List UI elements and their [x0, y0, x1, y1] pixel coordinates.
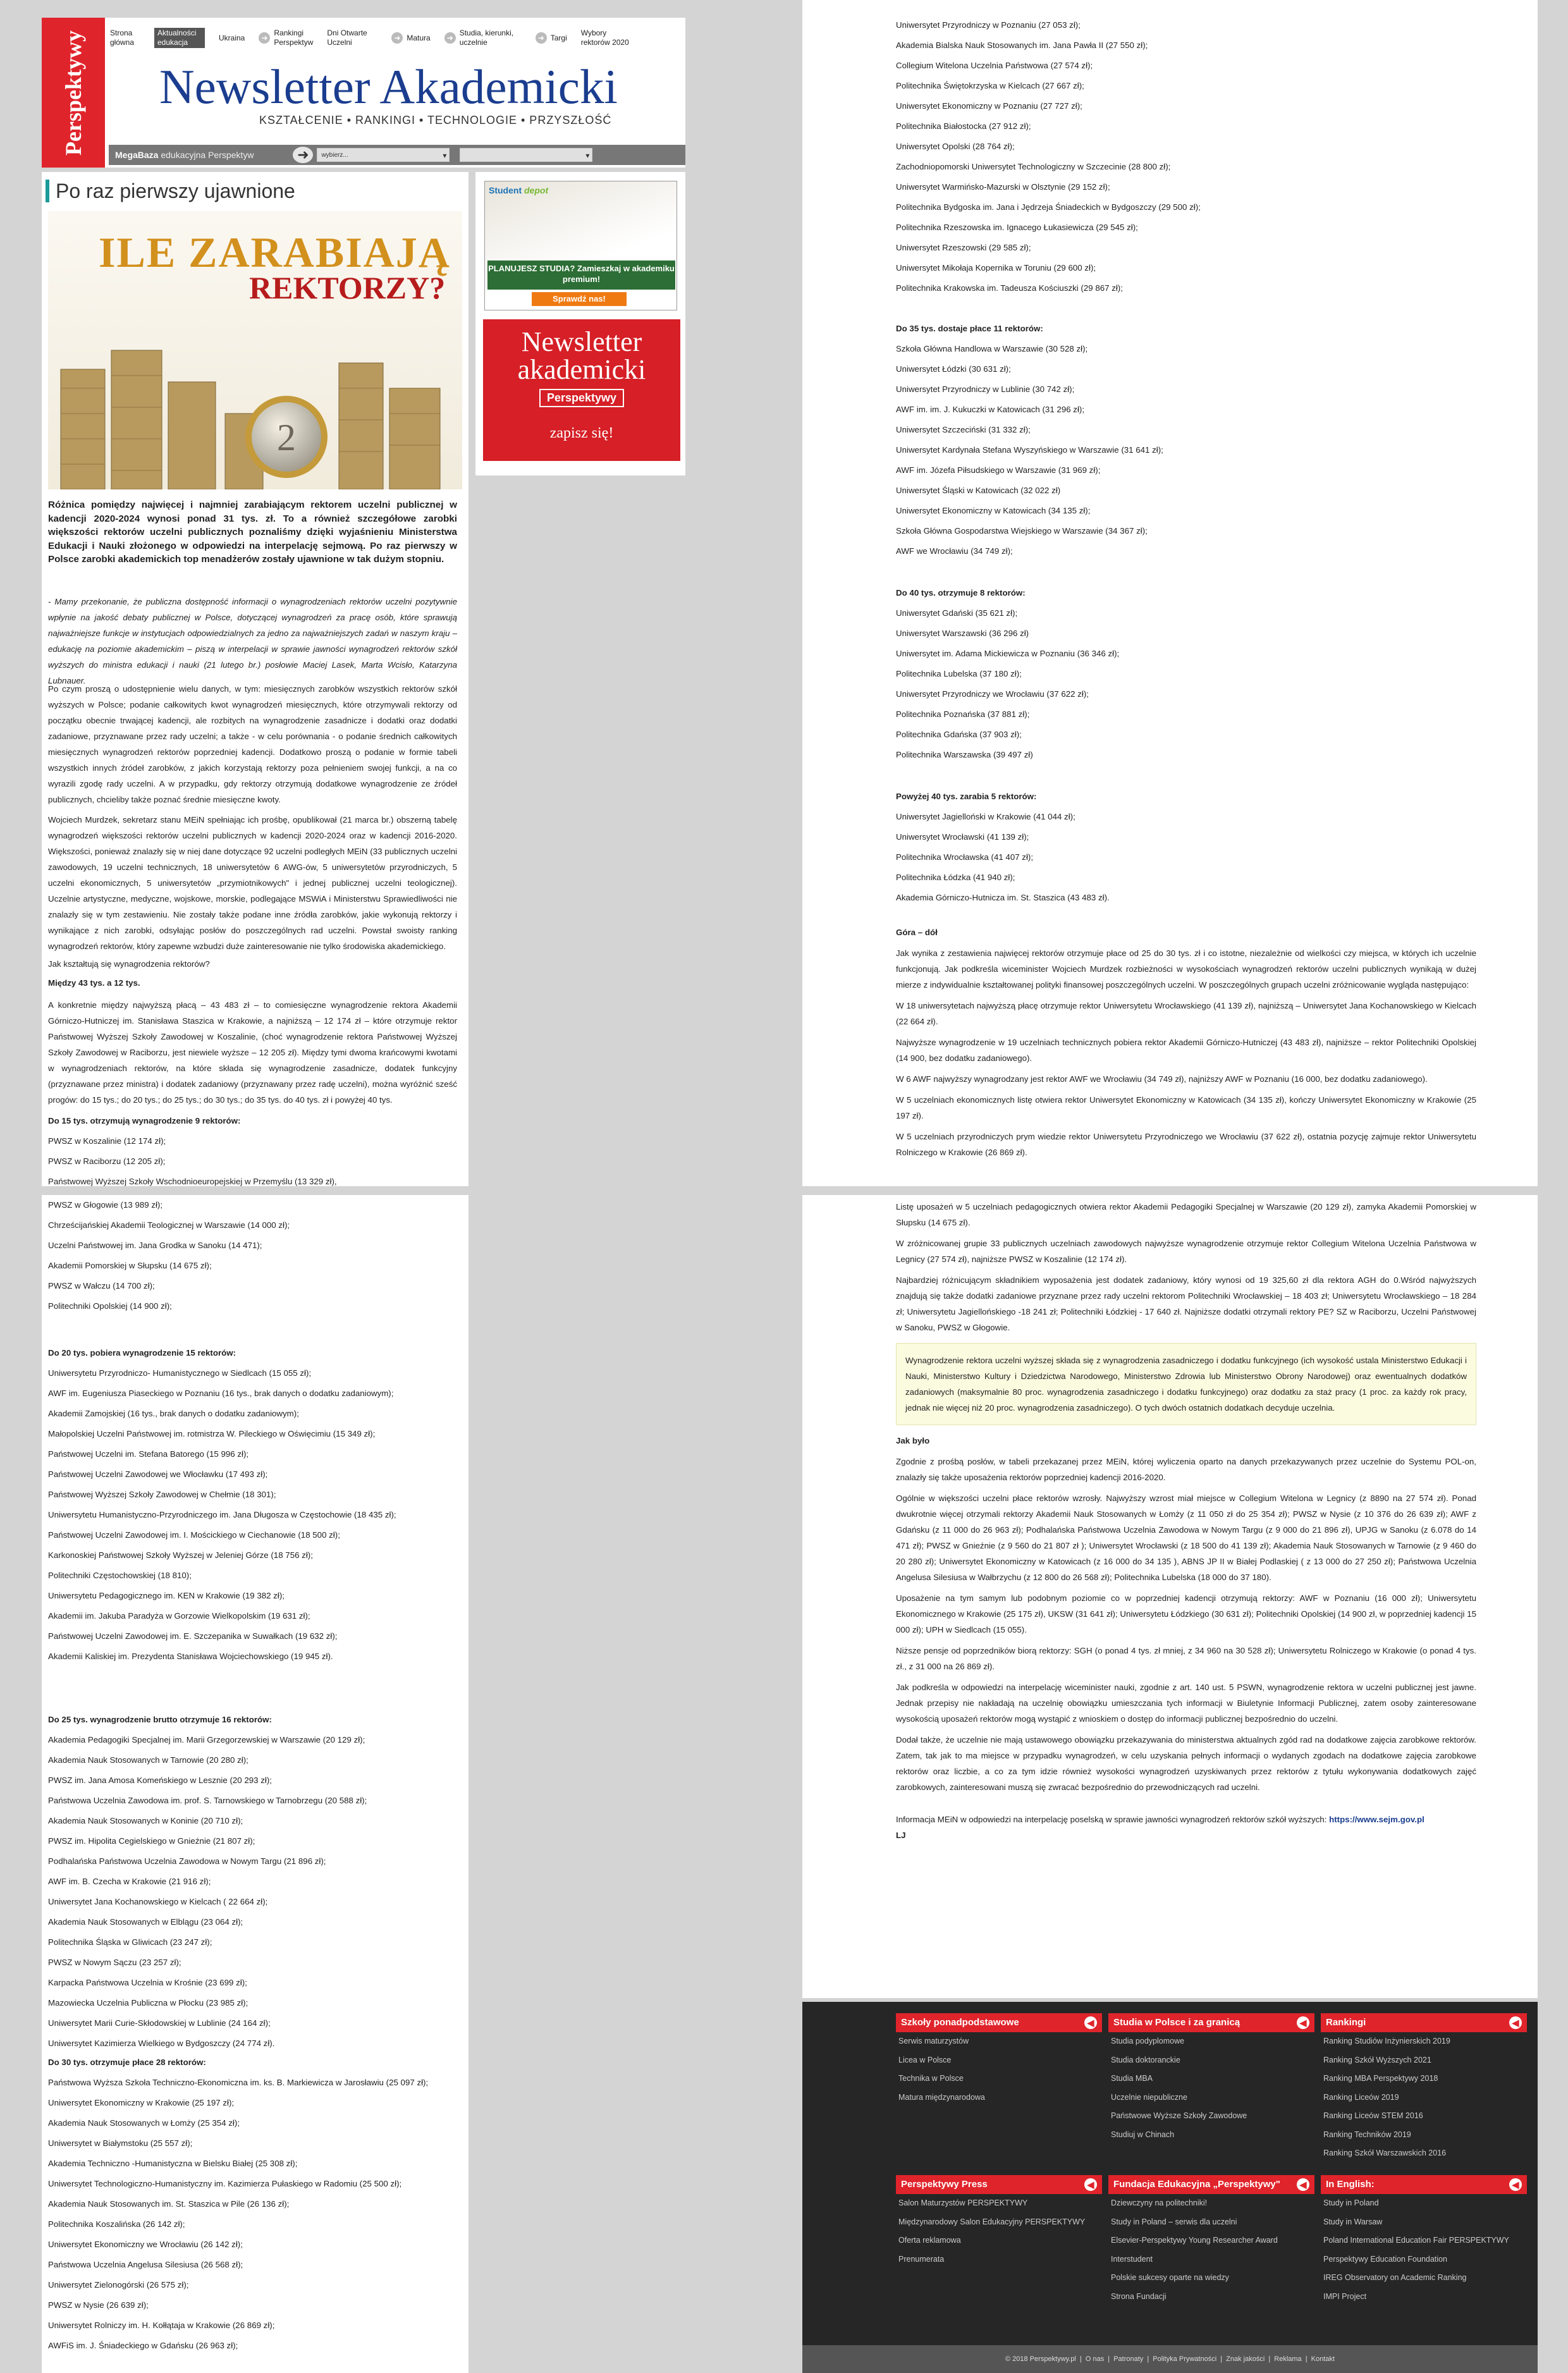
- list-item: Uniwersytet Wrocławski (41 139 zł);: [896, 832, 1029, 842]
- arrow-left-icon[interactable]: ◀: [1509, 2016, 1522, 2029]
- list-item: Uniwersytetu Przyrodniczo- Humanistycznego w Siedlcach (15 055 zł);: [48, 1368, 312, 1378]
- list-item: Politechnika Koszalińska (26 142 zł);: [48, 2219, 185, 2229]
- tagline: KSZTAŁCENIE • RANKINGI • TECHNOLOGIE • PRZYSZŁOŚĆ: [259, 114, 612, 126]
- group-do-35: [896, 314, 1338, 561]
- footer-heading[interactable]: Rankingi ◀: [1321, 2013, 1527, 2032]
- list-item: Uniwersytet Opolski (28 764 zł);: [896, 142, 1015, 151]
- footer-heading[interactable]: Perspektywy Press ◀: [896, 2175, 1102, 2194]
- list-item: Mazowiecka Uczelnia Publiczna w Płocku (23 985 zł);: [48, 1998, 248, 2008]
- footer-link[interactable]: Oferta reklamowa: [898, 2236, 961, 2245]
- paragraph: W 5 uczelniach przyrodniczych prym wiedzie rektor Uniwersytetu Przyrodniczego we Wrocławiu (37 622 zł), ostatnia pozycję zajmuje rektor Uniwersytetu Rolniczego w Krakowie (26 869 zł).: [896, 1132, 1476, 1157]
- list-item: Akademia Nauk Stosowanych w Tarnowie (20 280 zł);: [48, 1755, 248, 1765]
- footer-section-press: [896, 2175, 1102, 2269]
- list-item: Akademii im. Jakuba Paradyża w Gorzowie Wielkopolskim (19 631 zł);: [48, 1611, 310, 1621]
- source-text: Informacja MEiN w odpowiedzi na interpelację poselską w sprawie jawności wynagrodzeń rektorów szkół wyższych:: [896, 1815, 1327, 1824]
- footer-link[interactable]: Study in Warsaw: [1323, 2217, 1383, 2226]
- hero-title-line1: ILE ZARABIAJĄ: [99, 228, 451, 276]
- list-item: Politechnika Poznańska (37 881 zł);: [896, 709, 1030, 719]
- list-item: PWSZ w Wałczu (14 700 zł);: [48, 1281, 155, 1291]
- list-item: PWSZ w Nowym Sączu (23 257 zł);: [48, 1958, 181, 1967]
- student-depot-slogan: PLANUJESZ STUDIA? Zamieszkaj w akademiku premium!: [487, 261, 675, 290]
- footer-link[interactable]: Ranking Szkół Wyższych 2021: [1323, 2055, 1431, 2064]
- list-item: Uniwersytet Rzeszowski (29 585 zł);: [896, 243, 1031, 252]
- heading-do-15: Do 15 tys. otrzymują wynagrodzenie 9 rektorów:: [48, 1116, 241, 1125]
- list-item: AWF im. B. Czecha w Krakowie (21 916 zł);: [48, 1877, 211, 1886]
- heading-gora-dol: Góra – dół: [896, 928, 938, 937]
- list-item: Akademia Nauk Stosowanych im. St. Staszica w Pile (26 136 zł);: [48, 2199, 290, 2209]
- list-item: Państwowej Wyższej Szkoły Zawodowej w Chełmie (18 301);: [48, 1490, 276, 1499]
- list-item: Państwowa Wyższa Szkoła Techniczno-Ekonomiczna im. ks. B. Markiewicza w Jarosławiu (25 097 zł);: [48, 2078, 429, 2087]
- section-gora-dol-continued: [896, 1199, 1476, 1843]
- footer-link[interactable]: Interstudent: [1111, 2254, 1153, 2264]
- list-item: Uniwersytet Jagielloński w Krakowie (41 044 zł);: [896, 812, 1075, 821]
- list-item: Uniwersytet Warszawski (36 296 zł): [896, 629, 1029, 638]
- list-item: Uniwersytet Kardynała Stefana Wyszyńskiego w Warszawie (31 641 zł);: [896, 445, 1163, 455]
- footer-heading[interactable]: Fundacja Edukacyjna „Perspektywy" ◀: [1108, 2175, 1314, 2194]
- newsletter-ad-cta[interactable]: zapisz się!: [549, 425, 614, 441]
- list-item: Politechniki Częstochowskiej (18 810);: [48, 1571, 192, 1580]
- list-item: Uniwersytetu Pedagogicznego im. KEN w Krakowie (19 382 zł);: [48, 1591, 285, 1600]
- list-item: Uniwersytet Przyrodniczy w Lublinie (30 742 zł);: [896, 384, 1075, 394]
- list-item: Politechnika Śląska w Gliwicach (23 247 zł);: [48, 1937, 212, 1947]
- paragraph: Dodał także, że uczelnie nie mają ustawowego obowiązku przekazywania do ministerstwa aktualnych zgód rad na dodatkowe zajęcia zarobkowe rektorów. Zatem, tak jak to ma miejsce w przypadku wynagrodzeń, w celu uzyskania pełnych informacji o wydanych zgodach na dodatkowe zajęcia zarobkowe rektorów oraz liczbie, a co za tym idzie również wysokości wynagrodzeń uzyskiwanych przez rektorów z tytułu wykonywania dodatkowych zajęć zarobkowych, zainteresowani muszą się zwracać bezpośrednio do przewodniczących rad uczelni.: [896, 1735, 1476, 1792]
- nav-rankingi[interactable]: [259, 28, 313, 48]
- nav-matura[interactable]: [391, 28, 430, 48]
- site-header: [42, 18, 685, 168]
- megabaza-bar: [109, 145, 685, 165]
- footer-bottom-bar: © 2018 Perspektywy.pl | O nas | Patronaty | Polityka Prywatności | Znak jakości | Reklama | Kontakt: [802, 2345, 1538, 2373]
- footer-heading[interactable]: In English: ◀: [1321, 2175, 1527, 2194]
- list-item: PWSZ im. Hipolita Cegielskiego w Gnieźnie (21 807 zł);: [48, 1836, 255, 1846]
- list-item: Politechnika Świętokrzyska w Kielcach (27 667 zł);: [896, 81, 1084, 90]
- footer-link-reklama[interactable]: Reklama: [1274, 2355, 1302, 2363]
- list-item: Uniwersytet Ekonomiczny w Katowicach (34 135 zł);: [896, 506, 1091, 515]
- list-item: Uniwersytet Ekonomiczny w Poznaniu (27 727 zł);: [896, 101, 1082, 111]
- megabaza-select-2[interactable]: [460, 148, 592, 162]
- list-item: Uniwersytet Kazimierza Wielkiego w Bydgoszczy (24 774 zł).: [48, 2039, 275, 2048]
- list-item: Uniwersytet Technologiczno-Humanistyczny im. Kazimierza Pułaskiego w Radomiu (25 500 zł);: [48, 2179, 402, 2188]
- paragraph: Uposażenie na tym samym lub podobnym poziomie co w poprzedniej kadencji otrzymują rektorzy: AWF w Poznaniu (16 000 zł); Uniwersytetu Ekonomicznego w Krakowie (25 175 zł), UKSW (31 641 zł); Uniwersytetu Łódzkiego (30 631 zł); Politechniki Opolskiej (14 900 zł, w poprzedniej kadencji 15 000 zł); UPH w Siedlcach (15 055).: [896, 1593, 1476, 1634]
- footer-link[interactable]: Study in Poland: [1323, 2198, 1379, 2207]
- list-item: Politechnika Rzeszowska im. Ignacego Łukasiewicza (29 545 zł);: [896, 223, 1138, 232]
- hero-title-line2: REKTORZY?: [249, 270, 446, 305]
- footer-section-fundacja: [1108, 2175, 1314, 2306]
- list-item: Państwowej Uczelni im. Stefana Batorego (15 996 zł);: [48, 1449, 249, 1459]
- list-item: Uniwersytet im. Adama Mickiewicza w Poznaniu (36 346 zł);: [896, 649, 1120, 658]
- list-item: Akademia Nauk Stosowanych w Elblągu (23 064 zł);: [48, 1917, 243, 1927]
- article-paragraph-2: Wojciech Murdzek, sekretarz stanu MEiN spełniając ich prośbę, opublikował (21 marca br.) obszerną tabelę wynagrodzeń większości rektorów uczelni publicznych w kadencji 2020-2024 oraz w kadencji 2016-2020. Większości, ponieważ znalazły się w niej dane dotyczące 92 uczelni podległych MEiN (33 publicznych uczelni zawodowych, 19 uczelni technicznych, 18 uniwersytetów 6 AWG-ów, 5 uniwersytetów przyrodniczych, 5 uczelni ekonomicznych, 5 uniwersytetów „przymiotnikowych" i jednej publicznej uczelni teologicznej). Uczelnie artystyczne, medyczne, wojskowe, morskie, podlegające MSWiA i Ministerstwu Sprawiedliwości nie znalazły się w tym zestawieniu. Nie zostały także podane inne źródła zarobków, jakie wykonują rektorzy i wynikające z nich zarobki, odsyłając posłów do poszczególnych rad uczelni. Powstał swoisty ranking wynagrodzeń rektorów, który zapewne wzbudzi duże zainteresowanie nie tylko środowiska akademickiego.: [48, 815, 457, 951]
- paragraph: Najbardziej różnicującym składnikiem wyposażenia jest dodatek zadaniowy, który wynosi od 19 325,60 zł dla rektora AGH do 0.Wśród najwyższych znajdują się także dodatki zadaniowe przyznane przez rady uczelni rektorom Politechniki Wrocławskiej – 18 403 zł; Uniwersytetu Wrocławskiego – 18 284 zł; Uniwersytetu Jagiellońskiego -18 241 zł; Politechniki Łódzkiej - 17 640 zł. Najniższe dodatki otrzymali rektory PE? SZ w Raciborzu, Uczelni Państwowej w Sanoku, PWSZ w Głogowie.: [896, 1275, 1476, 1332]
- list-item: Akademia Nauk Stosowanych w Łomży (25 354 zł);: [48, 2118, 240, 2128]
- list-item: AWF im. Eugeniusza Piaseckiego w Poznaniu (16 tys., brak danych o dodatku zadaniowym);: [48, 1389, 394, 1398]
- go-arrow-button[interactable]: ➜: [293, 147, 313, 163]
- group-do-15: [48, 1111, 457, 1192]
- nav-studia-label: Studia, kierunki, uczelnie: [459, 28, 514, 47]
- arrow-icon: ➜: [391, 32, 403, 44]
- arrow-left-icon[interactable]: ◀: [1509, 2178, 1522, 2191]
- list-item: AWF im. im. J. Kukuczki w Katowicach (31 296 zł);: [896, 405, 1085, 414]
- list-item: AWFiS im. J. Śniadeckiego w Gdańsku (26 963 zł);: [48, 2341, 238, 2350]
- footer-link[interactable]: Perspektywy Education Foundation: [1323, 2254, 1447, 2264]
- paragraph: Ogólnie w większości uczelni płace rektorów wzrosły. Najwyższy wzrost miał miejsce w Collegium Witelona w Legnicy (z 8890 na 27 574 zł). Ponad dwukrotnie więcej otrzymali rektorzy Akademii Nauk Stosowanych w Łomży (z 11 050 zł do 25 354 zł); PWSZ w Nysie (z 10 376 do 26 639 zł); AWF z Gdańsku (z 11 000 do 26 963 zł); Podhalańska Państwowa Uczelnia Zawodowa w Nowym Targu (z 9 000 do 21 896 zł), UPJG w Sanoku (z 6.078 do 14 471 zł); PWSZ w Gnieźnie (z 9 560 do 21 807 zł ); Uniwersytet Wrocławski (z 18 500 do 41 139 zł); Akademia Nauk Stosowanych w Tarnowie (z 9 460 do 20 280 zł); Uniwersytet Ekonomiczny w Katowicach (z 16 000 do 34 135 ), ABNS JP II w Białej Podlaskiej ( z 13 000 do 27 250 zł); Państwowa Uczelnia Angelusa Silesiusa w Wałbrzychu (z 12 800 do 26 568 zł); Politechnika Lubelska (18 000 do 37 180).: [896, 1493, 1476, 1582]
- list-item: Małopolskiej Uczelni Państwowej im. rotmistrza W. Pileckiego w Oświęcimiu (15 349 zł);: [48, 1429, 376, 1438]
- hero-image: [48, 211, 462, 489]
- list-item: Politechnika Gdańska (37 903 zł);: [896, 730, 1022, 739]
- list-item: Uniwersytet Ekonomiczny we Wrocławiu (26 142 zł);: [48, 2240, 243, 2249]
- list-item: AWF im. Józefa Piłsudskiego w Warszawie (31 969 zł);: [896, 465, 1101, 475]
- list-item: Państwowej Uczelni Zawodowej we Włocławku (17 493 zł);: [48, 1469, 268, 1479]
- list-item: Zachodniopomorski Uniwersytet Technologiczny w Szczecinie (28 800 zł);: [896, 162, 1171, 171]
- paragraph: Najwyższe wynagrodzenie w 19 uczelniach technicznych pobiera rektor Akademii Górniczo-Hutniczej (43 483 zł), najniższe – rektor Politechniki Opolskiej (14 900, bez dodatku zadaniowego).: [896, 1038, 1476, 1063]
- nav-rankingi-label: Rankingi Perspektyw: [274, 28, 314, 47]
- nav-studia[interactable]: [444, 28, 522, 48]
- list-do-30-continued: [896, 15, 1338, 298]
- list-item: Akademii Zamojskiej (16 tys., brak danych o dodatku zadaniowym);: [48, 1409, 299, 1418]
- footer-link[interactable]: Międzynarodowy Salon Edukacyjny PERSPEKTYWY: [898, 2217, 1086, 2226]
- paragraph: W 18 uniwersytetach najwyższą płacę otrzymuje rektor Uniwersytetu Wrocławskiego (41 139 zł), najniższą – Uniwersytet Jana Kochanowskiego w Kielcach (22 664 zł).: [896, 1001, 1476, 1026]
- nav-matura-label: Matura: [407, 33, 431, 42]
- list-item: Uniwersytet Gdański (35 621 zł);: [896, 608, 1018, 618]
- footer-link[interactable]: Uczelnie niepubliczne: [1111, 2092, 1187, 2102]
- list-item: PWSZ w Koszalinie (12 174 zł);: [48, 1136, 166, 1146]
- list-item: Akademia Pedagogiki Specjalnej im. Marii Grzegorzewskiej w Warszawie (20 129 zł);: [48, 1735, 365, 1744]
- footer-link-znak[interactable]: Znak jakości: [1226, 2355, 1265, 2363]
- list-item: Podhalańska Państwowa Uczelnia Zawodowa w Nowym Targu (21 896 zł);: [48, 1856, 326, 1866]
- list-item: Uniwersytet Ekonomiczny w Krakowie (25 197 zł);: [48, 2098, 235, 2107]
- nav-strona-glowna[interactable]: Strona główna: [110, 28, 135, 47]
- copyright: © 2018 Perspektywy.pl: [1005, 2355, 1076, 2363]
- list-item: Politechnika Warszawska (39 497 zł): [896, 750, 1033, 759]
- list-item: PWSZ im. Jana Amosa Komeńskiego w Lesznie (20 293 zł);: [48, 1775, 272, 1785]
- paragraph: W 5 uczelniach ekonomicznych listę otwiera rektor Uniwersytet Ekonomiczny w Katowicach (34 135 zł), kończy Uniwersytet Ekonomiczny w Krakowie (25 197 zł).: [896, 1095, 1476, 1120]
- megabaza-select-1[interactable]: wybierz... ▾: [317, 148, 450, 162]
- paragraph: Listę uposażeń w 5 uczelniach pedagogicznych otwiera rektor Akademii Pedagogiki Specjalnej w Warszawie (20 129 zł), zamyka Akademii Pomorskiej w Słupsku (14 675 zł).: [896, 1202, 1476, 1227]
- footer-heading[interactable]: Studia w Polsce i za granicą ◀: [1108, 2013, 1314, 2032]
- footer-link[interactable]: Studia doktoranckie: [1111, 2055, 1180, 2064]
- nav-targi[interactable]: [536, 28, 567, 48]
- list-item: Chrześcijańskiej Akademii Teologicznej w Warszawie (14 000 zł);: [48, 1220, 290, 1230]
- list-item: Szkoła Główna Handlowa w Warszawie (30 528 zł);: [896, 344, 1088, 353]
- list-item: Karkonoskiej Państwowej Szkoły Wyższej w Jeleniej Górze (18 756 zł);: [48, 1550, 313, 1560]
- footer-link[interactable]: Ranking Liceów 2019: [1323, 2092, 1399, 2102]
- list-item: Akademii Kaliskiej im. Prezydenta Stanisława Wojciechowskiego (19 945 zł).: [48, 1652, 333, 1661]
- list-item: Państwowa Uczelnia Angelusa Silesiusa (26 568 zł);: [48, 2260, 243, 2269]
- list-item: Karpacka Państwowa Uczelnia w Krośnie (23 699 zł);: [48, 1978, 247, 1987]
- list-do-15-continued: [48, 1195, 457, 1316]
- group-powyzej-40: [896, 782, 1338, 908]
- heading-do-35: Do 35 tys. dostaje płace 11 rektorów:: [896, 324, 1043, 333]
- list-item: Uniwersytet Łódzki (30 631 zł);: [896, 364, 1011, 374]
- footer-link[interactable]: Serwis maturzystów: [898, 2037, 969, 2045]
- arrow-left-icon[interactable]: ◀: [1084, 2016, 1097, 2029]
- list-item: Uniwersytet w Białymstoku (25 557 zł);: [48, 2138, 193, 2148]
- list-item: Politechnika Wrocławska (41 407 zł);: [896, 852, 1034, 862]
- newsletter-ad-title: Newsletter akademicki: [517, 326, 646, 385]
- arrow-left-icon[interactable]: ◀: [1297, 2178, 1309, 2191]
- author-initials: LJ: [896, 1830, 906, 1840]
- footer-section-studia: [1108, 2013, 1314, 2144]
- list-item: Collegium Witelona Uczelnia Państwowa (27 574 zł);: [896, 61, 1093, 70]
- list-item: Uniwersytetu Humanistyczno-Przyrodniczego im. Jana Długosza w Częstochowie (18 435 zł);: [48, 1510, 396, 1519]
- list-item: Akademia Bialska Nauk Stosowanych im. Jana Pawła II (27 550 zł);: [896, 40, 1148, 50]
- list-item: PWSZ w Raciborzu (12 205 zł);: [48, 1156, 166, 1166]
- list-item: Uniwersytet Zielonogórski (26 575 zł);: [48, 2280, 189, 2290]
- footer-link[interactable]: IREG Observatory on Academic Ranking: [1323, 2273, 1467, 2282]
- list-item: Uniwersytet Śląski w Katowicach (32 022 zł): [896, 486, 1061, 495]
- heading-do-30: Do 30 tys. otrzymuje płace 28 rektorów:: [48, 2057, 206, 2067]
- list-item: Państwowa Uczelnia Zawodowa im. prof. S. Tarnowskiego w Tarnobrzegu (20 588 zł);: [48, 1796, 367, 1805]
- list-item: Uniwersytet Marii Curie-Skłodowskiej w Lublinie (24 164 zł);: [48, 2018, 271, 2028]
- footer-link[interactable]: Salon Maturzystów PERSPEKTYWY: [898, 2198, 1028, 2207]
- article-part-1: [42, 172, 469, 1186]
- newsletter-signup-ad[interactable]: [483, 319, 680, 461]
- list-item: Akademia Nauk Stosowanych w Koninie (20 710 zł);: [48, 1816, 243, 1825]
- list-item: Politechnika Łódzka (41 940 zł);: [896, 873, 1015, 882]
- newsletter-ad-brand: Perspektywy: [539, 389, 624, 407]
- source-paragraph: [896, 1812, 1476, 1827]
- source-link[interactable]: https://www.sejm.gov.pl: [1329, 1815, 1424, 1824]
- arrow-icon: ➜: [536, 32, 547, 44]
- arrow-left-icon[interactable]: ◀: [1297, 2016, 1309, 2029]
- group-do-20: [48, 1338, 457, 1667]
- paragraph: Niższe pensje od poprzedników biorą rektorzy: SGH (o ponad 4 tys. zł mniej, z 34 960 na 30 528 zł); Uniwersytetu Rolniczego w Krakowie (o ponad 4 tys. zł., z 31 000 na 26 869 zł).: [896, 1646, 1476, 1671]
- footer-link-polityka[interactable]: Polityka Prywatności: [1153, 2355, 1217, 2363]
- footer-link[interactable]: Study in Poland – serwis dla uczelni: [1111, 2217, 1237, 2226]
- student-depot-ad[interactable]: [484, 181, 677, 310]
- nav-dni-otwarte[interactable]: Dni Otwarte Uczelni: [327, 28, 367, 47]
- article-paragraph-3: A konkretnie między najwyższą płacą – 43 483 zł – to comiesięczne wynagrodzenie rektora Akademii Górniczo-Hutniczej im. Stanisława Staszica w Krakowie, a najniższą – 12 174 zł – które otrzymuje rektor Państwowej Wyższej Szkoły Zawodowej w Koszalinie, (choć wynagrodzenie rektora Państwowej Wyższej Szkoły Zawodowej w Raciborzu, jest niewiele wyższe – 12 205 zł). Między tymi dwoma krańcowymi kwotami w wynagrodzeniach rektorów, na które składa się wynagrodzenie zasadnicze, dodatek funkcyjny (przyznawane przez ministra) i dodatek zadaniowy (przyznawany przez radę uczelni), można wyróżnić sześć progów: do 15 tys.; do 20 tys.; do 25 tys.; do 30 tys.; do 35 tys. do 40 tys. zł i powyżej 40 tys.: [48, 1000, 457, 1105]
- page-title: Po raz pierwszy ujawnione: [46, 180, 295, 202]
- article-quote: - Mamy przekonanie, że publiczna dostępność informacji o wynagrodzeniach rektorów uczelni pozytywnie wpłynie na jakość debaty publicznej w Polsce, dotyczącej wynagrodzeń za pracę osób, które sprawują najważniejsze funkcje w instytucjach odpowiedzialnych za jedno za najważniejszych zadań w naszym kraju – edukację na poziomie akademickim – piszą w interpelacji w sprawie jawności wynagrodzeń rektorów szkół wyższych do ministra edukacji i nauki (21 lutego br.) posłowie Maciej Lasek, Marta Wcisło, Katarzyna Lubnauer.: [48, 597, 457, 685]
- list-item: Szkoła Główna Gospodarstwa Wiejskiego w Warszawie (34 367 zł);: [896, 526, 1148, 536]
- list-item: Państwowej Uczelni Zawodowej im. I. Mościckiego w Ciechanowie (18 500 zł);: [48, 1530, 340, 1540]
- heading-miedzy: Między 43 tys. a 12 tys.: [48, 978, 140, 988]
- article-part-4: [802, 1195, 1538, 1998]
- list-item: Uniwersytet Przyrodniczy w Poznaniu (27 053 zł);: [896, 20, 1081, 30]
- list-item: Uniwersytet Przyrodniczy we Wrocławiu (37 622 zł);: [896, 689, 1089, 699]
- article-question: Jak kształtują się wynagrodzenia rektorów?: [48, 959, 210, 969]
- megabaza-label: MegaBaza edukacyjna Perspektyw: [115, 150, 254, 160]
- footer-section-szkoly: [896, 2013, 1102, 2107]
- footer-link[interactable]: Elsevier-Perspektywy Young Researcher Award: [1111, 2236, 1278, 2245]
- two-zloty-coin: 2: [245, 396, 328, 478]
- paragraph: Zgodnie z prośbą posłów, w tabeli przekazanej przez MEiN, której wyliczenia oparto na danych przekazywanych przez uczelnie do Systemu POL-on, znalazły się także uposażenia rektorów poprzedniej kadencji 2016-2020.: [896, 1457, 1476, 1482]
- paragraph: W 6 AWF najwyższy wynagrodzany jest rektor AWF we Wrocławiu (34 749 zł), najniższy AWF w Poznaniu (16 000, bez dodatku zadaniowego).: [896, 1074, 1428, 1084]
- heading-do-40: Do 40 tys. otrzymuje 8 rektorów:: [896, 588, 1026, 598]
- list-item: Państwowej Wyższej Szkoły Wschodnioeuropejskiej w Przemyślu (13 329 zł),: [48, 1177, 337, 1186]
- article-part-2: [42, 1195, 469, 2373]
- list-item: Akademii Pomorskiej w Słupsku (14 675 zł);: [48, 1261, 212, 1270]
- list-item: Uniwersytet Rolniczy im. H. Kołłątaja w Krakowie (26 869 zł);: [48, 2321, 275, 2330]
- footer-link-kontakt[interactable]: Kontakt: [1311, 2355, 1335, 2363]
- list-item: Uniwersytet Szczeciński (31 332 zł);: [896, 425, 1031, 434]
- list-item: Uniwersytet Mikołaja Kopernika w Toruniu (29 600 zł);: [896, 263, 1096, 273]
- footer-link-patronaty[interactable]: Patronaty: [1113, 2355, 1144, 2363]
- student-depot-button[interactable]: Sprawdź nas!: [532, 292, 627, 306]
- list-item: Uniwersytet Jana Kochanowskiego w Kielcach ( 22 664 zł);: [48, 1897, 268, 1906]
- list-item: Politechnika Białostocka (27 912 zł);: [896, 121, 1031, 131]
- sidebar: [475, 172, 685, 475]
- footer-section-english: [1321, 2175, 1527, 2306]
- site-footer: [802, 2002, 1538, 2345]
- list-item: Politechnika Lubelska (37 180 zł);: [896, 669, 1022, 678]
- footer-link[interactable]: Matura międzynarodowa: [898, 2092, 985, 2102]
- paragraph: W zróżnicowanej grupie 33 publicznych uczelniach zawodowych najwyższe wynagrodzenie otrzymuje rektor Collegium Witelona Uczelnia Państwowa w Legnicy (27 574 zł), najniższe PWSZ w Koszalinie (12 174 zł).: [896, 1239, 1476, 1264]
- paragraph: Jak wynika z zestawienia najwięcej rektorów otrzymuje płace od 25 do 30 tys. zł i co istotne, niezależnie od wielkości czy miejsca, w których ich uczelnie funkcjonują. Jak podkreśla wiceminister Wojciech Murdzek rozbieżności w wysokościach wynagrodzeń rektorów uczelni publicznych wynikają w dużej mierze z indywidualnie kształtowanej polityki finansowej poszczególnych uczelni. W poszczególnych grupach uczelni zróżnicowanie wygląda następująco:: [896, 948, 1476, 990]
- footer-link[interactable]: Technika w Polsce: [898, 2074, 964, 2083]
- footer-link[interactable]: Licea w Polsce: [898, 2055, 952, 2064]
- student-depot-logo: Student depot: [489, 185, 549, 195]
- list-item: Akademia Górniczo-Hutnicza im. St. Staszica (43 483 zł).: [896, 893, 1110, 902]
- list-item: PWSZ w Głogowie (13 989 zł);: [48, 1200, 163, 1210]
- heading-powyzej-40: Powyżej 40 tys. zarabia 5 rektorów:: [896, 792, 1037, 801]
- footer-link[interactable]: Studia podyplomowe: [1111, 2037, 1185, 2045]
- newsletter-brand[interactable]: Newsletter Akademicki: [159, 59, 618, 114]
- nav-ukraina[interactable]: Ukraina: [219, 33, 245, 42]
- footer-link[interactable]: Poland International Education Fair PERSPEKTYWY: [1323, 2236, 1509, 2245]
- footer-link[interactable]: IMPI Project: [1323, 2291, 1367, 2301]
- paragraph: Jak podkreśla w odpowiedzi na interpelację wiceminister nauki, zgodnie z art. 140 ust. 5 PSWN, wynagrodzenie rektora w uczelni publicznej jest jawne. Jednak przepisy nie nakładają na uczelnię obowiązku umieszczania tych informacji w Biuletynie Informacji Publicznej, zatem osoby zainteresowane wysokością uposażeń rektorów mogą wystąpić z wnioskiem o dostęp do informacji publicznej bezpośrednio do uczelni.: [896, 1683, 1476, 1724]
- top-nav: [110, 28, 632, 48]
- salary-info-callout: Wynagrodzenie rektora uczelni wyższej składa się z wynagrodzenia zasadniczego i dodatku funkcyjnego (ich wysokość ustala Ministerstwo Edukacji i Nauki, Ministerstwo Kultury i Dziedzictwa Narodowego, Ministerstwo Zdrowia lub Ministerstwo Obrony Narodowej) oraz ewentualnych dodatków zadaniowych (maksymalnie 80 proc. wynagrodzenia zasadniczego i dodatku funkcyjnego) oraz dodatku za staż pracy (1 proc. za każdy rok pracy, jednak nie więcej niż 20 proc. wynagrodzenia zasadniczego). O tych dwóch ostatnich dodatkach decyduje uczelnia.: [896, 1343, 1476, 1425]
- footer-link[interactable]: Polskie sukcesy oparte na wiedzy: [1111, 2273, 1229, 2282]
- perspektywy-logo[interactable]: Perspektywy: [42, 18, 105, 168]
- list-item: PWSZ w Nysie (26 639 zł);: [48, 2300, 149, 2310]
- heading-do-20: Do 20 tys. pobiera wynagrodzenie 15 rektorów:: [48, 1348, 236, 1358]
- footer-link[interactable]: Ranking MBA Perspektywy 2018: [1323, 2074, 1438, 2083]
- heading-do-25: Do 25 tys. wynagrodzenie brutto otrzymuje 16 rektorów:: [48, 1715, 272, 1724]
- footer-heading[interactable]: Szkoły ponadpodstawowe ◀: [896, 2013, 1102, 2032]
- arrow-left-icon[interactable]: ◀: [1084, 2178, 1097, 2191]
- footer-link[interactable]: Studia MBA: [1111, 2074, 1153, 2083]
- footer-link[interactable]: Prenumerata: [898, 2254, 945, 2264]
- list-item: Uczelni Państwowej im. Jana Grodka w Sanoku (14 471);: [48, 1241, 262, 1250]
- group-do-25: [48, 1705, 457, 2054]
- article-part-3: [802, 0, 1538, 1186]
- group-do-30: [48, 2047, 457, 2356]
- footer-link[interactable]: Ranking Liceów STEM 2016: [1323, 2111, 1423, 2120]
- group-do-40: [896, 578, 1338, 765]
- nav-wybory[interactable]: Wybory rektorów 2020: [580, 28, 629, 47]
- list-item: Politechnika Krakowska im. Tadeusza Kościuszki (29 867 zł);: [896, 283, 1123, 293]
- list-item: Politechnika Bydgoska im. Jana i Jędrzeja Śniadeckich w Bydgoszczy (29 500 zł);: [896, 202, 1201, 212]
- footer-link[interactable]: Ranking Studiów Inżynierskich 2019: [1323, 2037, 1450, 2045]
- arrow-icon: ➜: [259, 32, 270, 44]
- footer-link[interactable]: Państwowe Wyższe Szkoły Zawodowe: [1111, 2111, 1247, 2120]
- nav-targi-label: Targi: [550, 33, 567, 42]
- footer-link[interactable]: Dziewczyny na politechniki!: [1111, 2198, 1208, 2207]
- list-item: Państwowej Uczelni Zawodowej im. E. Szczepanika w Suwałkach (19 632 zł);: [48, 1631, 338, 1641]
- heading-jak-bylo: Jak było: [896, 1436, 930, 1445]
- footer-section-rankingi: [1321, 2013, 1527, 2163]
- list-item: Uniwersytet Warmińsko-Mazurski w Olsztynie (29 152 zł);: [896, 182, 1110, 192]
- arrow-icon: ➜: [444, 32, 456, 44]
- footer-link[interactable]: Strona Fundacji: [1111, 2291, 1167, 2301]
- footer-link[interactable]: Ranking Techników 2019: [1323, 2130, 1411, 2139]
- nav-aktualnosci[interactable]: Aktualności edukacja: [154, 28, 205, 48]
- footer-link-o-nas[interactable]: O nas: [1085, 2355, 1105, 2363]
- list-item: Akademia Techniczno -Humanistyczna w Bielsku Białej (25 308 zł);: [48, 2159, 298, 2168]
- list-item: Politechniki Opolskiej (14 900 zł);: [48, 1301, 172, 1311]
- section-gora-dol: [896, 924, 1476, 1160]
- footer-link[interactable]: Studiuj w Chinach: [1111, 2130, 1175, 2139]
- article-paragraph-1: Po czym proszą o udostępnienie wielu danych, w tym: miesięcznych zarobków wszystkich rektorów szkół wyższych w Polsce; podanie całkowitych kwot wynagrodzeń miesięcznych, które otrzymywali rektorzy od początku obecnie trwającej kadencji, ale rozbitych na wynagrodzenie zasadnicze i dodatki oraz dodatki zadaniowe, przyznawane przez rady uczelni; a także - w celu porównania - o podanie średnich całkowitych miesięcznych wynagrodzeń rektorów poprzedniej kadencji. Dodatkowo proszą o podanie w formie tabeli wszystkich innych źródeł zarobków, z jakich korzystają rektorzy poza pełnieniem swojej funkcji, a na co wyrazili zgodę rady uczelni. A w przypadku, gdy rektorzy otrzymują dodatkowe wynagrodzenie ze źródeł publicznych, chcieliby także poznać średnie miesięczne kwoty.: [48, 684, 457, 804]
- footer-link[interactable]: Ranking Szkół Warszawskich 2016: [1323, 2149, 1447, 2157]
- article-lead: Różnica pomiędzy najwięcej i najmniej zarabiającym rektorem uczelni publicznej w kadencji 2020-2024 wynosi ponad 31 tys. zł. To a również szczegółowe zarobki większości rektorów uczelni publicznych poznaliśmy dzięki wyjaśnieniu Ministerstwa Edukacji i Nauki złożonego w odpowiedzi na interpelację sejmową. Po raz pierwszy w Polsce zarobki akademickich top menadżerów zostały ujawnione w tak dużym stopniu.: [48, 500, 457, 565]
- list-item: AWF we Wrocławiu (34 749 zł);: [896, 546, 1013, 556]
